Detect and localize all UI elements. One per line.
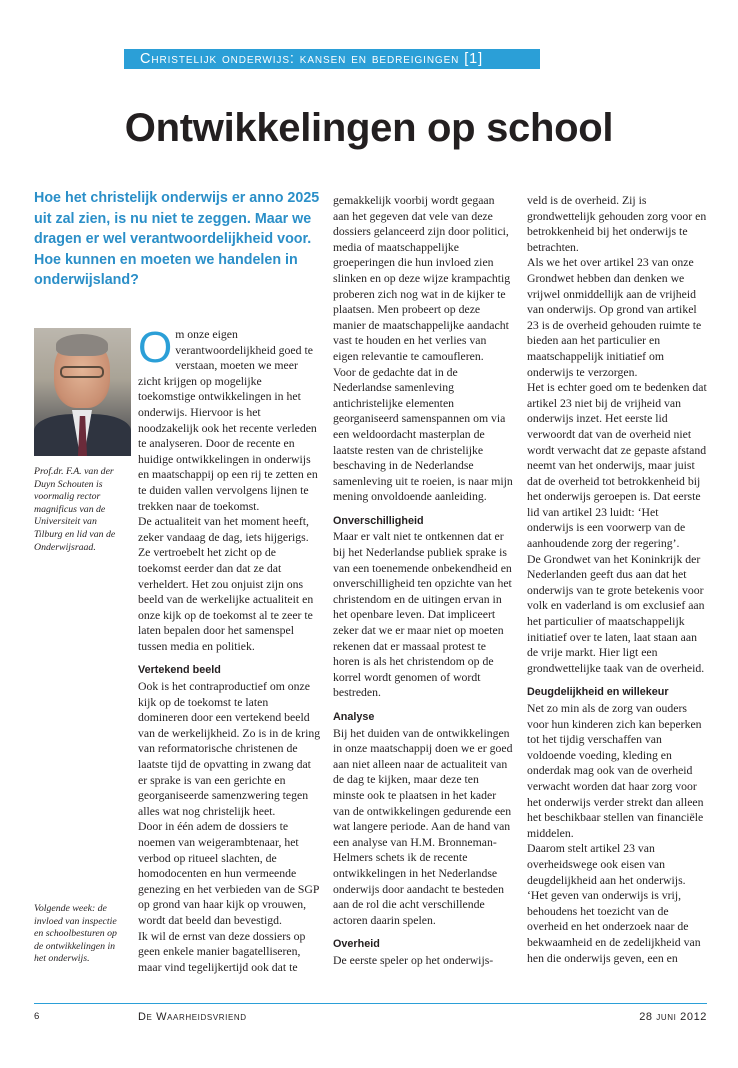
section-heading: Analyse — [333, 711, 375, 723]
paragraph: Bij het duiden van de ontwikkelingen in onze maatschappij doen we er goed aan niet alleen naar de actualiteit van de dag te kijken, maar deze ten minste ook te plaatsen in het kader van de ontwikkelingen gedurende een wat langere periode. Aan de hand van een analyse van H.M. Bronneman-Helmers schets ik de recente ontwikkelingen in het Nederlandse onderwijs door aandacht te besteden aan de rol die acht verschillende actoren daarin spelen. — [333, 726, 513, 927]
paragraph: Voor de gedachte dat in de Nederlandse samenleving antichristelijke elementen georganiseerd samenspannen om via een weldoordacht masterplan de laatste resten van de christelijke beschaving in de Nederlandse samenleving uit te roeien, is naar mijn mening onvoldoende aanleiding. — [333, 365, 513, 504]
paragraph: Maar er valt niet te ontkennen dat er bij het Nederlandse publiek sprake is van een toenemende onbekendheid en onverschilligheid ten opzichte van het christendom en de uitingen ervan in het openbare leven. Dat impliceert zeker dat we er maar niet op moeten rekenen dat er massaal protest te horen is als het christendom op de korrel wordt genomen of wordt bestreden. — [333, 530, 512, 700]
page-number: 6 — [34, 1011, 40, 1022]
publication-name: De Waarheidsvriend — [138, 1011, 247, 1023]
paragraph: gemakkelijk voorbij wordt gegaan aan het gegeven dat vele van deze dossiers gelanceerd zijn door politici, media of maatschappelijke groeperingen die hun invloed zien slinken en op deze wijze krampachtig proberen zich nog wat in de kijker te plaatsen. Men probeert op deze manier de maatschappelijke aandacht vast te houden en het verlies van eigen relevantie te camoufleren. — [333, 194, 511, 363]
paragraph: De Grondwet van het Koninkrijk der Nederlanden geeft dus aan dat het onderwijs van te grote betekenis voor volk en vaderland is om exclusief aan het particulier of maatschappelijk initiatief over te laten, laat staan aan de vrije markt. Hier ligt een grondwettelijke taak van de overheid. — [527, 552, 705, 675]
paragraph: De actualiteit van het moment heeft, zeker vandaag de dag, iets hijgerigs. Ze vertroebelt het zicht op de toekomst eerder dan dat ze dat verheldert. Het zou onjuist zijn ons beeld van de werkelijke actualiteit en onze kijk op de toekomst al te zeer te laten bepalen door het samenspel tussen media en politiek. — [138, 515, 314, 653]
author-photo — [34, 328, 131, 456]
paragraph: veld is de overheid. Zij is grondwettelijk gehouden zorg voor en betrokkenheid bij het onderwijs te betrachten. — [527, 194, 707, 254]
paragraph: Ook is het contraproductief om onze kijk op de toekomst te laten domineren door een vertekend beeld van de werkelijkheid. Zo is in de kring van reformatorische christenen de laatste tijd de opvatting in zwang dat er sprake is van een gerichte en georganiseerde samenzwering tegen alles wat nog christelijk heet. — [138, 680, 321, 818]
paragraph: Daarom stelt artikel 23 van overheidswege ook eisen van deugdelijkheid aan het onderwijs. ‘Het geven van onderwijs is vrij, behoudens het toezicht van de overheid en het onderzoek naar de bekwaamheid en de zedelijkheid van hen die onderwijs geven, een en — [527, 842, 701, 965]
next-week-note: Volgende week: de invloed van inspectie en schoolbesturen op de ontwikkelingen in het onderwijs. — [34, 903, 117, 965]
intro-text: Hoe het christelijk onderwijs er anno 2025 uit zal zien, is nu niet te zeggen. Maar we dragen er wel verantwoordelijkheid voor. Hoe kunnen en moeten we handelen in onderwijsland? — [34, 190, 320, 289]
series-banner: Christelijk onderwijs: kansen en bedreigingen [1] — [124, 49, 540, 69]
drop-cap: O — [138, 323, 173, 372]
paragraph: Net zo min als de zorg van ouders voor hun kinderen zich kan beperken tot het tijdig verschaffen van voldoende voeding, kleding en onderdak mag ook van de overheid verwacht worden dat haar zorg voor het onderwijs verder strekt dan alleen het beschikbaar stellen van financiële middelen. — [527, 702, 704, 840]
section-heading: Onverschilligheid — [333, 514, 424, 527]
issue-date: 28 juni 2012 — [639, 1011, 707, 1023]
article-column-3 — [527, 193, 707, 966]
section-heading: Overheid — [333, 938, 380, 951]
article-intro — [34, 188, 324, 291]
paragraph: Door in één adem de dossiers te noemen van weigerambtenaar, het verbod op ritueel slachten, de homodocenten en hun vermeende genezing en het verbieden van de SGP op grond van haar kijk op vrouwen, wordt dat beeld dan bevestigd. — [138, 820, 319, 927]
section-heading: Deugdelijkheid en willekeur — [527, 686, 669, 699]
section-heading: Vertekend beeld — [138, 664, 221, 677]
paragraph: Ik wil de ernst van deze dossiers op geen enkele manier bagatelliseren, maar vind tegelijkertijd ook dat te — [138, 929, 306, 974]
article-column-1 — [138, 323, 321, 975]
paragraph: Als we het over artikel 23 van onze Grondwet hebben dan denken we vrijwel onmiddellijk aan de vrijheid van onderwijs. Op grond van artikel 23 is de overheid gehouden ruimte te bieden aan het particulier en maatschappelijk initiatief om onderwijs te verzorgen. — [527, 256, 702, 379]
article-title: Ontwikkelingen op school — [124, 106, 614, 150]
footer-rule — [34, 1003, 707, 1004]
paragraph: De eerste speler op het onderwijs- — [333, 953, 494, 967]
photo-caption: Prof.dr. F.A. van der Duyn Schouten is voormalig rector magnificus van de Universiteit van Tilburg en lid van de Onderwijsraad. — [34, 466, 116, 553]
article-column-2 — [333, 193, 513, 969]
paragraph: Om onze eigen verantwoordelijkheid goed te verstaan, moeten we meer zicht krijgen op mogelijke toekomstige ontwikkelingen in het onderwijs. Hiervoor is het noodzakelijk ook het recente verleden te analyseren. Door de recente en huidige ontwikkelingen in onderwijs en maatschappij op een rij te zetten en te duiden vallen vervolgens lijnen te trekken naar de toekomst. — [138, 323, 318, 513]
paragraph: Het is echter goed om te bedenken dat artikel 23 niet bij de vrijheid van onderwijs inzet. Het eerste lid verwoordt dat van de overheid niet wordt verwacht dat ze gepaste afstand neemt van het onderwijs, maar juist dat de overheid tot betrokkenheid bij het onderwijs geroepen is. Dat eerste lid van artikel 23 luidt: ‘Het onderwijs is een voorwerp van de aanhoudende zorg der regering’. — [527, 381, 707, 551]
